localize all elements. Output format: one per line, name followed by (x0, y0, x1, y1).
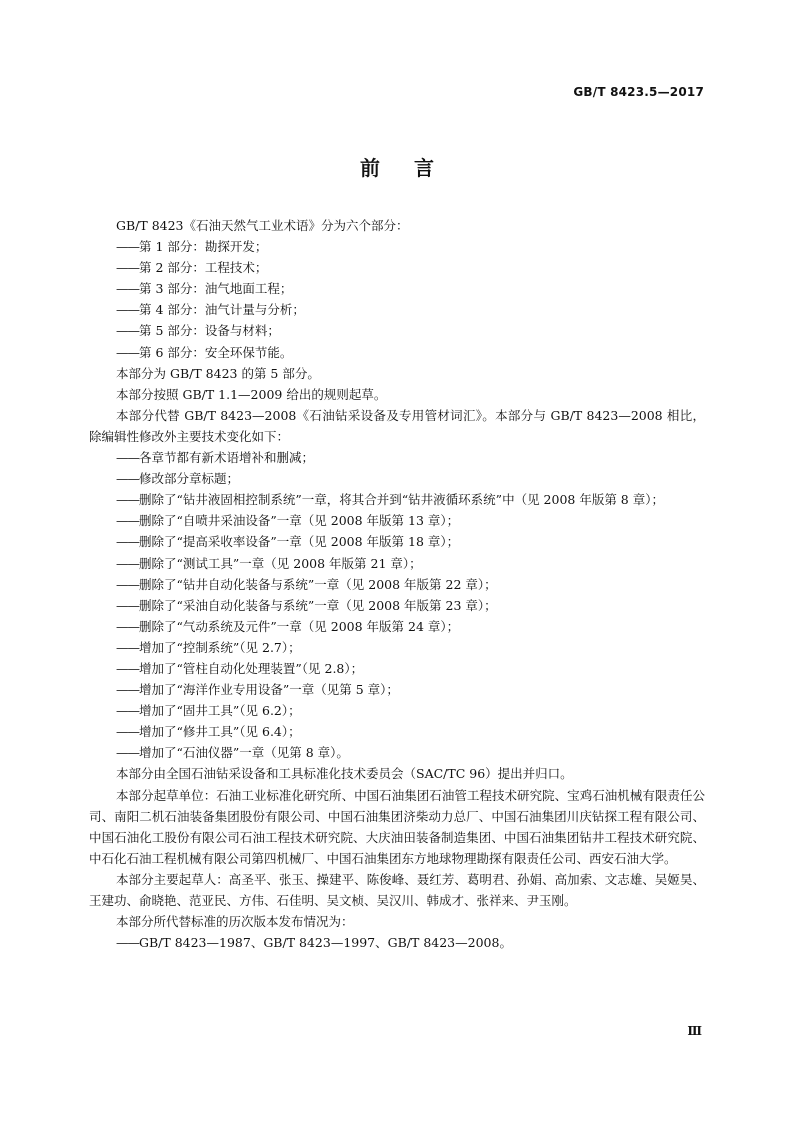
dash-marker: —— (116, 492, 139, 508)
dash-marker: —— (116, 682, 139, 698)
list-item-text: 删除了“钻井液固相控制系统”一章，将其合并到“钻井液循环系统”中（见 2008 年版第 8 章）； (139, 492, 664, 508)
list-item-text: 增加了“固井工具”（见 6.2）； (139, 703, 301, 719)
dash-marker: —— (116, 513, 139, 529)
list-item-text: 增加了“管柱自动化处理装置”（见 2.8）； (139, 660, 364, 676)
list-item (89, 616, 705, 637)
replaces-paragraph: 本部分代替 GB/T 8423—2008《石油钻采设备及专用管材词汇》。本部分与 GB/T 8423—2008 相比，除编辑性修改外主要技术变化如下： (89, 407, 705, 444)
dash-marker: —— (116, 660, 139, 676)
changes-list (89, 447, 705, 763)
list-item (89, 342, 705, 363)
list-item (89, 278, 705, 299)
list-item-text: 第 1 部分：勘探开发； (139, 239, 268, 255)
page-number: Ⅲ (687, 1024, 702, 1038)
list-item (89, 932, 705, 953)
list-item (89, 257, 705, 278)
list-item (89, 637, 705, 658)
list-item (89, 553, 705, 574)
list-item-text: 第 3 部分：油气地面工程； (139, 281, 293, 297)
list-item (89, 721, 705, 742)
list-item-text: 增加了“控制系统”（见 2.7）； (139, 639, 301, 655)
list-item (89, 679, 705, 700)
list-item (89, 700, 705, 721)
dash-marker: —— (116, 618, 139, 634)
dash-marker: —— (116, 471, 139, 487)
dash-marker: —— (116, 576, 139, 592)
list-item-text: 增加了“石油仪器”一章（见第 8 章）。 (139, 745, 349, 761)
drafting-units-paragraph: 本部分起草单位：石油工业标准化研究所、中国石油集团石油管工程技术研究院、宝鸡石油机械有限责任公司、南阳二机石油装备集团股份有限公司、中国石油集团济柴动力总厂、中国石油集团川庆钻探工程有限公司、中国石油化工股份有限公司石油工程技术研究院、大庆油田装备制造集团、中国石油集团钻井工程技术研究院、中石化石油工程机械有限公司第四机械厂、中国石油集团东方地球物理勘探有限责任公司、西安石油大学。 (89, 787, 705, 866)
page-title: 前言 (360, 156, 468, 180)
list-item-text: 第 4 部分：油气计量与分析； (139, 302, 305, 318)
parts-list (89, 236, 705, 363)
list-item (89, 742, 705, 763)
intro-paragraph: GB/T 8423《石油天然气工业术语》分为六个部分： (116, 218, 409, 233)
list-item-text: 删除了“气动系统及元件”一章（见 2008 年版第 24 章）； (139, 618, 460, 634)
list-item (89, 510, 705, 531)
list-item (89, 236, 705, 257)
dash-marker: —— (116, 745, 139, 761)
proposed-by-paragraph: 本部分由全国石油钻采设备和工具标准化技术委员会（SAC/TC 96）提出并归口。 (116, 766, 573, 782)
list-item (89, 531, 705, 552)
dash-marker: —— (116, 935, 139, 951)
list-item (89, 320, 705, 341)
dash-marker: —— (116, 534, 139, 550)
drafters-paragraph: 本部分主要起草人：高圣平、张玉、操建平、陈俊峰、聂红芳、葛明君、孙娟、高加索、文志雄、吴姬昊、王建功、俞晓艳、范亚民、方伟、石佳明、吴文桢、吴汉川、韩成才、张祥来、尹玉刚。 (89, 871, 705, 908)
list-item (89, 658, 705, 679)
history-intro-paragraph: 本部分所代替标准的历次版本发布情况为： (116, 914, 354, 930)
dash-marker: —— (116, 281, 139, 297)
list-item-text: 第 5 部分：设备与材料； (139, 323, 280, 339)
dash-marker: —— (116, 239, 139, 255)
this-part-paragraph: 本部分为 GB/T 8423 的第 5 部分。 (116, 365, 320, 381)
list-item-text: 删除了“提高采收率设备”一章（见 2008 年版第 18 章）； (139, 534, 460, 550)
list-item-text: 修改部分章标题； (139, 471, 240, 487)
list-item (89, 489, 705, 510)
dash-marker: —— (116, 703, 139, 719)
dash-marker: —— (116, 323, 139, 339)
standard-code: GB/T 8423.5—2017 (573, 85, 704, 99)
list-item-text: 删除了“测试工具”一章（见 2008 年版第 21 章）； (139, 555, 422, 571)
dash-marker: —— (116, 344, 139, 360)
list-item-text: 删除了“钻井自动化装备与系统”一章（见 2008 年版第 22 章）； (139, 576, 497, 592)
dash-marker: —— (116, 302, 139, 318)
list-item-text: 第 2 部分：工程技术； (139, 260, 268, 276)
list-item-text: 删除了“自喷井采油设备”一章（见 2008 年版第 13 章）； (139, 513, 460, 529)
dash-marker: —— (116, 724, 139, 740)
list-item-text: 删除了“采油自动化装备与系统”一章（见 2008 年版第 23 章）； (139, 597, 497, 613)
list-item (89, 468, 705, 489)
list-item (89, 299, 705, 320)
dash-marker: —— (116, 450, 139, 466)
list-item-text: 第 6 部分：安全环保节能。 (139, 344, 293, 360)
list-item (89, 595, 705, 616)
foreword-body (89, 215, 705, 953)
list-item-text: GB/T 8423—1987、GB/T 8423—1997、GB/T 8423—2008。 (139, 935, 512, 951)
dash-marker: —— (116, 555, 139, 571)
list-item (89, 574, 705, 595)
dash-marker: —— (116, 260, 139, 276)
list-item (89, 447, 705, 468)
dash-marker: —— (116, 639, 139, 655)
list-item-text: 增加了“修井工具”（见 6.4）； (139, 724, 301, 740)
drafting-rule-paragraph: 本部分按照 GB/T 1.1—2009 给出的规则起草。 (116, 386, 387, 402)
dash-marker: —— (116, 597, 139, 613)
list-item-text: 增加了“海洋作业专用设备”一章（见第 5 章）； (139, 682, 399, 698)
list-item-text: 各章节都有新术语增补和删减； (139, 450, 315, 466)
history-list (89, 932, 705, 953)
